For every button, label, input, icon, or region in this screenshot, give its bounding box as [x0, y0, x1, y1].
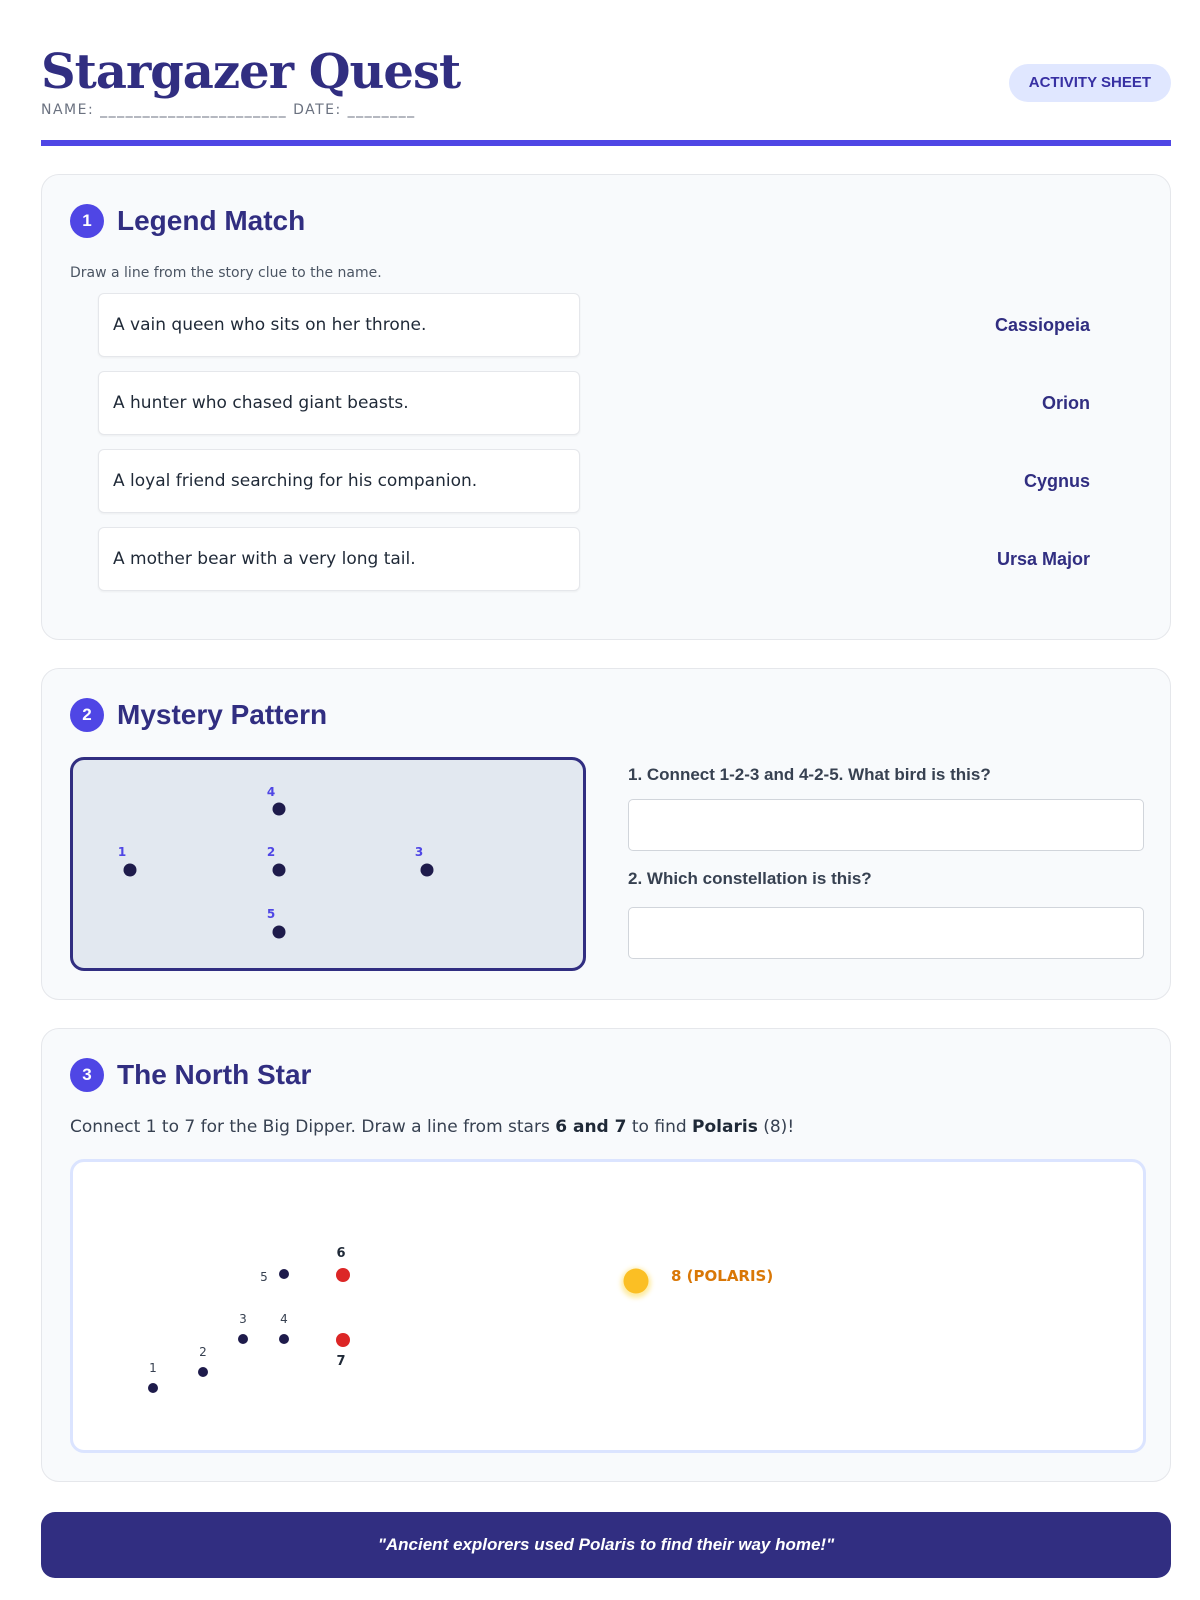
- constellation-name[interactable]: Orion: [1042, 393, 1090, 413]
- star-number-label: 2: [266, 845, 276, 859]
- clue-box[interactable]: A mother bear with a very long tail.: [98, 527, 580, 591]
- star-number-label: 1: [149, 1361, 157, 1375]
- polaris-label: 8 (POLARIS): [671, 1267, 774, 1285]
- bird-answer-input[interactable]: [628, 799, 1144, 851]
- section-heading: [70, 203, 305, 239]
- star-number-label: 2: [199, 1345, 207, 1359]
- pointer-star-label: 7: [336, 1354, 346, 1369]
- section-number-badge: 2: [70, 698, 104, 732]
- pointer-star-label: 6: [336, 1246, 346, 1261]
- instruction-emphasis: Polaris: [692, 1117, 758, 1137]
- star-pattern-canvas[interactable]: [70, 757, 586, 971]
- page-header: [41, 40, 1171, 146]
- star-number-label: 5: [266, 907, 276, 921]
- clue-box[interactable]: A vain queen who sits on her throne.: [98, 293, 580, 357]
- instruction-text: Connect 1 to 7 for the Big Dipper. Draw a line from stars: [70, 1117, 556, 1137]
- star-dot[interactable]: [273, 803, 286, 816]
- north-star-section: [41, 1028, 1171, 1482]
- big-dipper-svg: [73, 1162, 1143, 1450]
- section-title: The North Star: [117, 1059, 312, 1090]
- section-title: Mystery Pattern: [117, 699, 328, 730]
- star-dot[interactable]: [279, 1269, 289, 1279]
- big-dipper-canvas[interactable]: [70, 1159, 1146, 1453]
- star-number-label: 5: [260, 1270, 268, 1284]
- section-heading: [70, 1057, 311, 1093]
- instruction-emphasis: 6 and 7: [555, 1117, 627, 1137]
- legend-match-section: [41, 174, 1171, 640]
- instruction-text: (8)!: [757, 1117, 795, 1137]
- star-number-label: 3: [414, 845, 424, 859]
- question-label: 1. Connect 1-2-3 and 4-2-5. What bird is this?: [628, 765, 991, 784]
- star-number-label: 4: [266, 785, 276, 799]
- header-divider: [41, 140, 1171, 146]
- constellation-name[interactable]: Ursa Major: [996, 549, 1090, 569]
- section-number-badge: 3: [70, 1058, 104, 1092]
- polaris-star[interactable]: [624, 1269, 649, 1294]
- constellation-name[interactable]: Cassiopeia: [994, 315, 1090, 335]
- star-dot[interactable]: [198, 1367, 208, 1377]
- page-title: Stargazer Quest: [41, 44, 461, 100]
- pointer-star-dot[interactable]: [336, 1268, 350, 1282]
- star-pattern-svg: [73, 760, 583, 968]
- constellation-name[interactable]: Cygnus: [1023, 471, 1090, 491]
- star-dot[interactable]: [279, 1334, 289, 1344]
- section-heading: [70, 697, 327, 733]
- clue-box[interactable]: A loyal friend searching for his companion.: [98, 449, 580, 513]
- footer-quote-banner: "Ancient explorers used Polaris to find their way home!": [41, 1512, 1171, 1578]
- star-dot[interactable]: [124, 864, 137, 877]
- pointer-star-dot[interactable]: [336, 1333, 350, 1347]
- name-date-line: NAME: ______________________ DATE: ________: [41, 102, 416, 118]
- star-dot[interactable]: [238, 1334, 248, 1344]
- star-dot[interactable]: [421, 864, 434, 877]
- legend-instruction: Draw a line from the story clue to the name.: [70, 265, 382, 281]
- constellation-answer-input[interactable]: [628, 907, 1144, 959]
- star-dot[interactable]: [273, 926, 286, 939]
- mystery-pattern-section: [41, 668, 1171, 1000]
- section-number-badge: 1: [70, 204, 104, 238]
- star-number-label: 4: [280, 1312, 288, 1326]
- instruction-text: to find: [626, 1117, 693, 1137]
- clue-box[interactable]: A hunter who chased giant beasts.: [98, 371, 580, 435]
- star-number-label: 1: [117, 845, 127, 859]
- star-dot[interactable]: [148, 1383, 158, 1393]
- star-number-label: 3: [239, 1312, 247, 1326]
- activity-sheet-badge: ACTIVITY SHEET: [1009, 64, 1171, 102]
- question-label: 2. Which constellation is this?: [628, 869, 872, 888]
- north-star-instruction: [70, 1117, 794, 1137]
- star-dot[interactable]: [273, 864, 286, 877]
- section-title: Legend Match: [117, 205, 306, 236]
